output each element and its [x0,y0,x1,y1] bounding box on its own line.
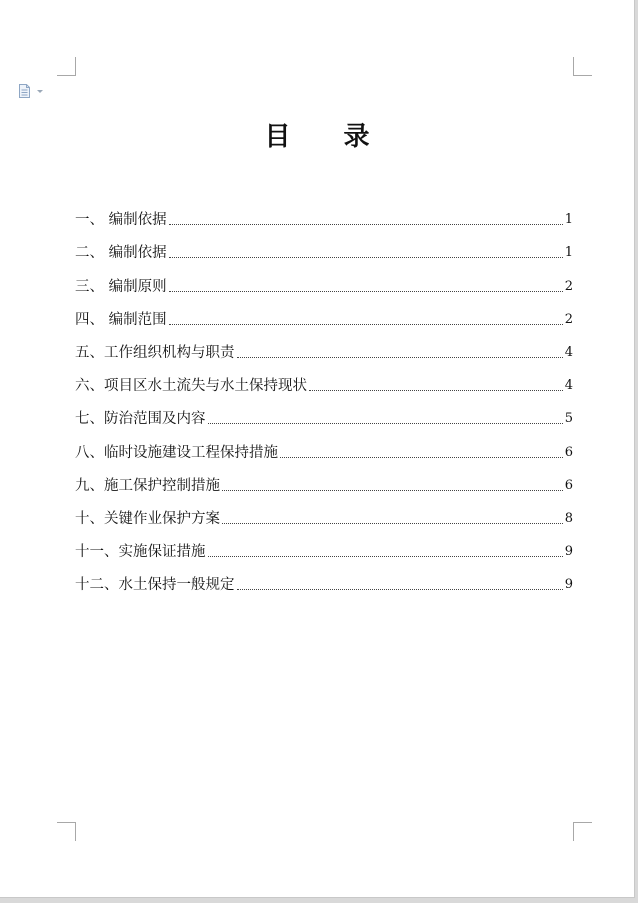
toc-entry-number: 十、 [75,510,104,527]
toc-entry[interactable] [75,528,573,561]
toc-entry-page: 6 [564,444,573,460]
toc-dot-leader [208,422,563,424]
toc-entry[interactable] [75,329,573,362]
toc-dot-leader [222,522,563,524]
toc-entry-number: 二、 [75,245,109,262]
toc-entry-number: 四、 [75,311,109,328]
crop-mark-top-right [573,57,592,76]
toc-entry-text: 编制原则 [108,278,167,295]
toc-dot-leader [169,290,563,292]
toc-dot-leader [208,555,563,557]
toc-entry[interactable] [75,262,573,295]
toc-dot-leader [237,588,563,590]
toc-entry-number: 十二、 [75,577,119,594]
toc-entry-page: 9 [564,544,573,560]
toc-entry[interactable] [75,462,573,495]
toc-list [75,196,573,594]
toc-dot-leader [280,456,563,458]
crop-mark-bottom-right [573,822,592,841]
toc-entry-text: 防治范围及内容 [104,411,206,428]
toc-entry[interactable] [75,296,573,329]
toc-entry-text: 工作组织机构与职责 [104,344,235,361]
toc-entry-page: 1 [564,245,573,261]
toc-entry[interactable] [75,495,573,528]
toc-entry-number: 六、 [75,378,104,395]
toc-entry-number: 五、 [75,344,104,361]
toc-entry[interactable] [75,362,573,395]
toc-entry-text: 编制依据 [108,212,167,229]
toc-dot-leader [237,356,563,358]
toc-entry-text: 编制依据 [108,245,167,262]
toc-entry-page: 2 [564,311,573,327]
toc-entry-number: 七、 [75,411,104,428]
toc-entry-number: 九、 [75,477,104,494]
toc-entry-number: 八、 [75,444,104,461]
chevron-down-icon [37,90,43,93]
toc-entry-text: 临时设施建设工程保持措施 [104,444,278,461]
toc-entry-page: 8 [564,510,573,526]
toc-dot-leader [169,223,563,225]
toc-entry-text: 水土保持一般规定 [118,577,235,594]
document-icon [20,85,30,98]
toc-entry-page: 2 [564,278,573,294]
toc-entry-text: 编制范围 [108,311,167,328]
toc-entry-number: 一、 [75,212,109,229]
crop-mark-bottom-left [57,822,76,841]
toc-entry-page: 1 [564,212,573,228]
crop-mark-top-left [57,57,76,76]
toc-dot-leader [169,256,563,258]
toc-dot-leader [309,389,563,391]
toc-entry-page: 5 [564,411,573,427]
paragraph-options-button[interactable] [18,83,48,99]
toc-entry-text: 项目区水土流失与水土保持现状 [104,378,307,395]
toc-entry[interactable] [75,196,573,229]
toc-title: 目 录 [264,122,370,152]
toc-entry[interactable] [75,229,573,262]
toc-entry[interactable] [75,395,573,428]
toc-entry-number: 十一、 [75,544,119,561]
toc-entry[interactable] [75,561,573,594]
toc-entry-page: 9 [564,577,573,593]
toc-entry-text: 施工保护控制措施 [104,477,220,494]
toc-dot-leader [169,323,563,325]
toc-entry-page: 4 [564,344,573,360]
toc-dot-leader [222,489,563,491]
toc-entry[interactable] [75,428,573,461]
toc-entry-page: 4 [564,378,573,394]
toc-entry-text: 关键作业保护方案 [104,510,220,527]
toc-entry-text: 实施保证措施 [118,544,206,561]
toc-entry-page: 6 [564,477,573,493]
toc-entry-number: 三、 [75,278,109,295]
